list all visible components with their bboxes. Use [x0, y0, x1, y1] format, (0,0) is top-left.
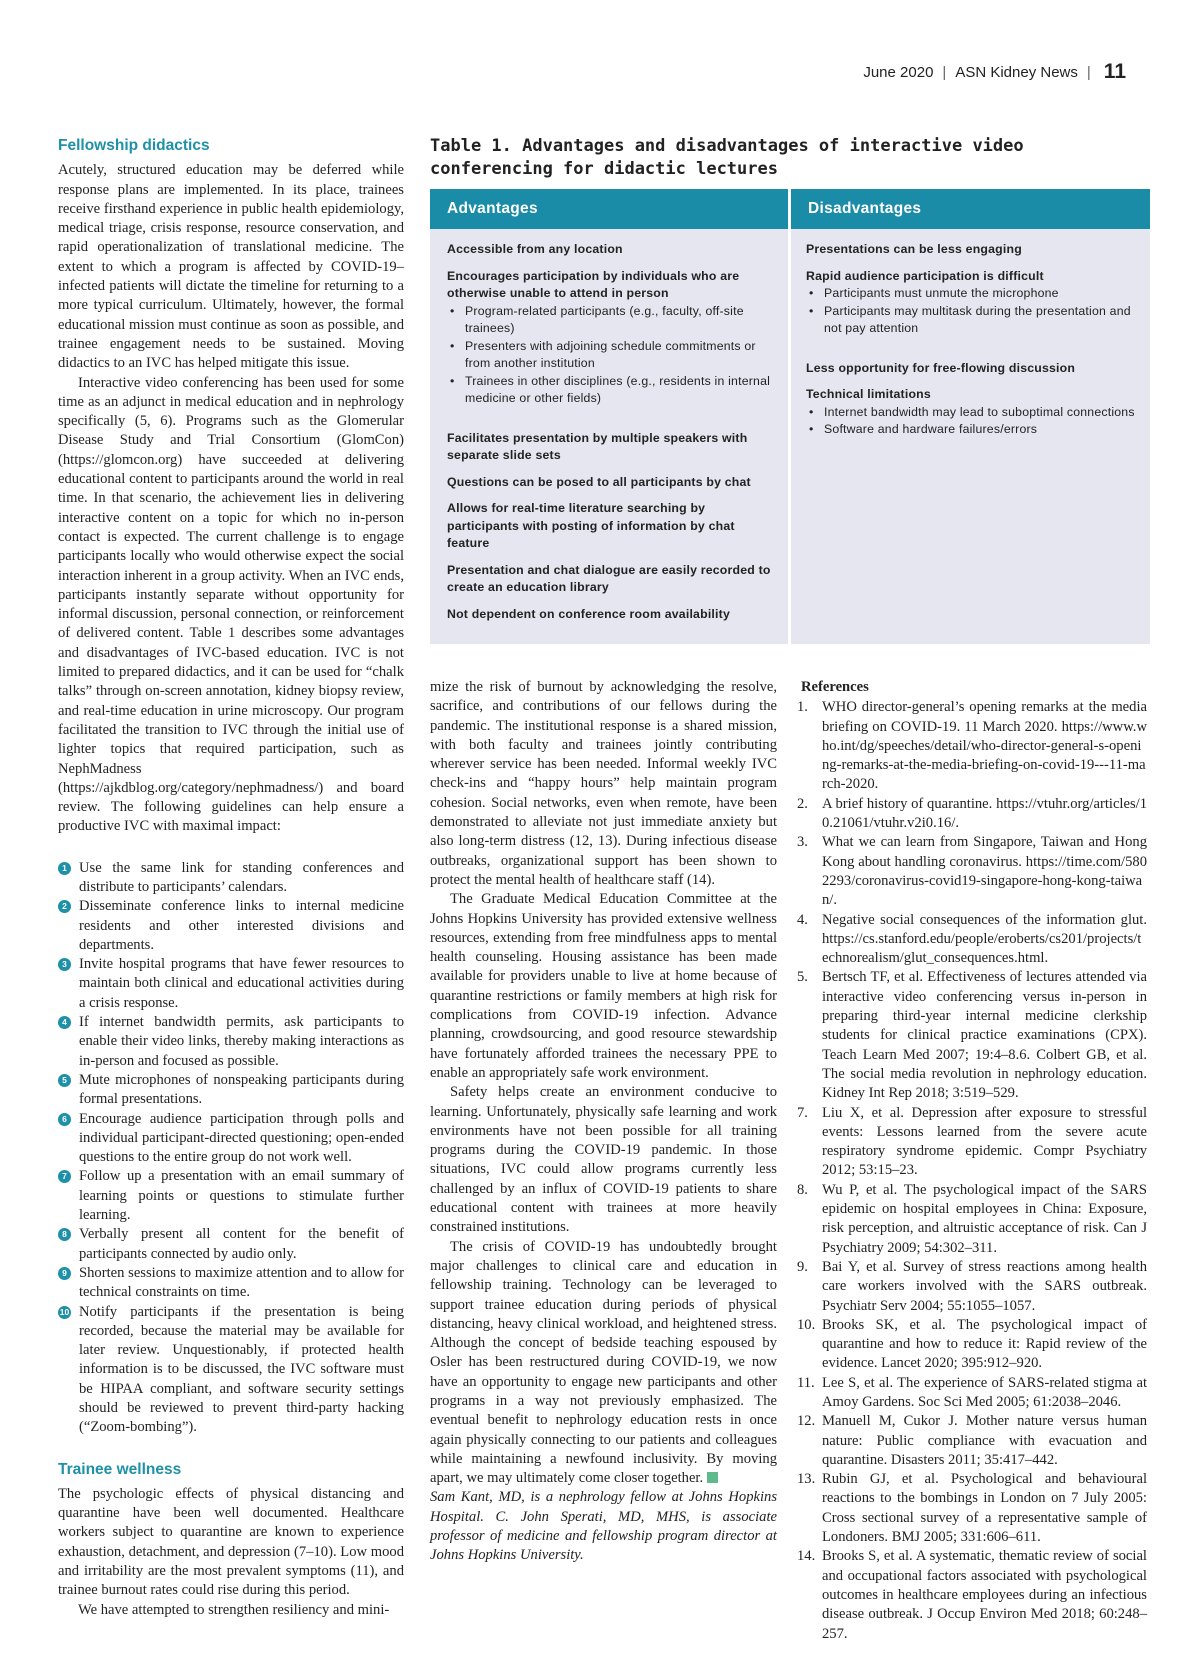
- guideline-number-badge: 10: [59, 1306, 70, 1317]
- table-bullet: • Internet bandwidth may lead to suboptimal connections: [806, 404, 1138, 422]
- reference-item: [797, 1316, 1147, 1374]
- section-heading-trainee-wellness: Trainee wellness: [58, 1460, 182, 1478]
- reference-text: A brief history of quarantine. https://vtuhr.org/articles/10.21061/vtuhr.v2i0.16/.: [822, 795, 1147, 832]
- table-item-bullets: [806, 404, 1138, 439]
- advantages-column: [447, 241, 777, 632]
- reference-number: 5.: [797, 969, 808, 986]
- table-spacer: [447, 417, 777, 430]
- table-bullet: • Trainees in other disciplines (e.g., residents in internal medicine or other fields): [447, 373, 777, 408]
- paragraph: Acutely, structured education may be deferred while response plans are implemented. In its place, trainees receive firsthand experience in public health epidemiology, medical triage, crisis response, resource conservation, and rapid operationalization of translational medicine. The extent to which a program is affected by COVID-19–infected patients will dictate the timeline for returning to a more typical curriculum. Ultimately, however, the formal educational mission must continue as soon as possible, and trainee engagement needs to be sustained. Moving didactics to an IVC has helped mitigate this issue.: [58, 162, 404, 372]
- guideline-number-badge: 2: [58, 900, 71, 913]
- guidelines-list: [58, 859, 404, 1438]
- table-item-label: Encourages participation by individuals who are otherwise unable to attend in person: [447, 268, 740, 300]
- table-item: [806, 268, 1138, 338]
- page-number: 11: [1103, 60, 1126, 83]
- reference-item: [797, 1547, 1147, 1643]
- table-bullet: • Program-related participants (e.g., faculty, off-site trainees): [447, 303, 777, 338]
- guideline-item: [58, 955, 404, 1013]
- table-title: Table 1. Advantages and disadvantages of interactive video conferencing for didactic lectures: [430, 136, 1024, 179]
- reference-text: Brooks SK, et al. The psychological impact of quarantine and how to reduce it: Rapid review of the evidence. Lancet 2020; 395:912–920.: [822, 1316, 1147, 1372]
- table-item: [447, 562, 777, 597]
- reference-number: 12.: [797, 1413, 816, 1430]
- guideline-item: [58, 1071, 404, 1110]
- page-header: [863, 60, 1126, 84]
- header-separator: |: [1086, 63, 1091, 81]
- table-item: [447, 500, 777, 553]
- paragraph: Interactive video conferencing has been used for some time as an adjunct in medical education and in nephrology specifically (5, 6). Programs such as the Glomerular Disease Study and Trial Consortium (GlomCon) (https://glomcon.org) have succeeded at delivering educational content to participants around the world in real time. In that scenario, the achievement lies in delivering interactive content on a topic for which no in-person contact is expected. The current challenge is to engage participants locally who would otherwise expect the social interaction inherent in a group activity. When an IVC ends, participants instantly separate without opportunity for informal discussion, personal connection, or reinforcement of delivered content. Table 1 describes some advantages and disadvantages of IVC-based education. IVC is not limited to prepared didactics, and it can be used for “chalk talks” through on-screen annotation, kidney biopsy review, and real-time education in urine microscopy. Our program facilitated the transition to IVC through the initial use of lighter topics that required participation, such as NephMadness (https://ajkdblog.org/category/nephmadness/) and board review. The following guidelines can help ensure a productive IVC with maximal impact:: [58, 374, 404, 835]
- table-bullet: • Participants may multitask during the presentation and not pay attention: [806, 303, 1138, 338]
- table-spacer: [806, 347, 1138, 360]
- table-item-label: Facilitates presentation by multiple speakers with separate slide sets: [447, 430, 748, 462]
- reference-number: 11.: [797, 1374, 815, 1391]
- end-of-article-mark: [707, 1472, 718, 1483]
- column-left: [58, 136, 404, 1620]
- reference-text: Brooks S, et al. A systematic, thematic review of social and occupational factors associated with psychological outcomes in healthcare employees during an infectious disease outbreak. J Occup Environ Med 2018; 60:248–257.: [822, 1548, 1147, 1642]
- guideline-text: Verbally present all content for the benefit of participants connected by audio only.: [79, 1226, 404, 1262]
- guideline-text: Invite hospital programs that have fewer resources to maintain both clinical and educational activities during a crisis response.: [79, 956, 404, 1011]
- reference-item: [797, 1181, 1147, 1258]
- guideline-text: Notify participants if the presentation is being recorded, because the material may be available for later review. Unquestionably, if protected health information is to be discussed, the IVC software must be HIPAA compliant, and software security settings should be reviewed to prevent third-party hacking (“Zoom-bombing”).: [79, 1303, 404, 1436]
- reference-number: 1.: [797, 699, 808, 716]
- disadvantages-column: [806, 241, 1138, 448]
- guideline-number-badge: 5: [58, 1074, 71, 1087]
- author-bio: Sam Kant, MD, is a nephrology fellow at Johns Hopkins Hospital. C. John Sperati, MD, MHS, is associate professor of medicine and fellowship program director at Johns Hopkins University.: [430, 1489, 777, 1564]
- paragraph: The Graduate Medical Education Committee at the Johns Hopkins University has provided extensive wellness resources, extending from free mindfulness apps to mental health counseling. Housing assistance has been made available for providers unable to live at home because of quarantine restrictions or family members at high risk for complications from COVID-19 infection. Advance planning, crowdsourcing, and good resource stewardship have fortunately afforded trainees the necessary PPE to enable an appropriately safe work environment.: [430, 891, 777, 1081]
- reference-number: 9.: [797, 1258, 808, 1275]
- reference-text: Wu P, et al. The psychological impact of the SARS epidemic on hospital employees in China: Exposure, risk perception, and altruistic acceptance of risk. Can J Psychiatry 2009; 54:302–311.: [822, 1181, 1147, 1256]
- table-item-label: Questions can be posed to all participants by chat: [447, 474, 751, 489]
- guideline-number-badge: 9: [58, 1267, 71, 1280]
- table-bullet: • Software and hardware failures/errors: [806, 421, 1138, 439]
- reference-text: Bai Y, et al. Survey of stress reactions among health care workers involved with the SARS outbreak. Psychiatr Serv 2004; 55:1055–1057.: [822, 1258, 1147, 1314]
- reference-item: [797, 833, 1147, 910]
- paragraph: We have attempted to strengthen resiliency and mini-: [78, 1601, 390, 1618]
- guideline-item: [58, 1110, 404, 1168]
- table-item: [447, 474, 777, 492]
- reference-text: Manuell M, Cukor J. Mother nature versus human nature: Public compliance with evacuation and quarantine. Disasters 2011; 35:417–442.: [822, 1413, 1147, 1468]
- table-item-bullets: [806, 285, 1138, 338]
- issue-date: June 2020: [863, 63, 934, 81]
- guideline-item: [58, 1167, 404, 1225]
- table-item: [447, 241, 777, 259]
- publication-name: ASN Kidney News: [955, 63, 1078, 81]
- paragraph: The psychologic effects of physical distancing and quarantine have been well documented. Healthcare workers subject to quarantine are known to experience exhaustion, detachment, and depression (7–10). Low mood and irritability are the most prevalent symptoms (11), and trainee burnout rates could rise during this period.: [58, 1485, 404, 1599]
- table-item-label: Technical limitations: [806, 387, 931, 401]
- reference-number: 3.: [797, 834, 808, 851]
- table-header-disadvantages: Disadvantages: [791, 189, 1150, 229]
- guideline-number-badge: 3: [58, 958, 71, 971]
- reference-text: Lee S, et al. The experience of SARS-related stigma at Amoy Gardens. Soc Sci Med 2005; 61:2038–2046.: [822, 1374, 1147, 1410]
- column-middle: [430, 678, 777, 1566]
- guideline-number-badge: 1: [58, 862, 71, 875]
- guideline-number-badge: 6: [58, 1113, 71, 1126]
- table-item: [806, 360, 1138, 378]
- guideline-number-badge: 4: [58, 1016, 71, 1029]
- reference-text: Negative social consequences of the information glut. https://cs.stanford.edu/people/eroberts/cs201/projects/technorealism/glut_consequences.html.: [822, 911, 1147, 967]
- guideline-item: [58, 1013, 404, 1071]
- guideline-item: [58, 1264, 404, 1303]
- reference-item: [797, 1470, 1147, 1547]
- guideline-item: [58, 897, 404, 955]
- reference-number: 4.: [797, 911, 808, 928]
- table-item-label: Accessible from any location: [447, 242, 623, 256]
- header-separator: |: [942, 63, 947, 81]
- table-item: [447, 606, 777, 624]
- guideline-number-badge: 7: [58, 1170, 71, 1183]
- reference-number: 13.: [797, 1471, 816, 1488]
- guideline-item: [58, 1225, 404, 1264]
- references-list: [797, 698, 1147, 1644]
- guideline-item: [58, 1303, 404, 1438]
- table-advantages-disadvantages: [430, 189, 1150, 644]
- reference-text: Liu X, et al. Depression after exposure to stressful events: Lessons learned from the severe acute respiratory syndrome epidemic. Compr Psychiatry 2012; 53:15–23.: [822, 1104, 1147, 1179]
- reference-number: 14.: [797, 1548, 816, 1565]
- reference-item: [797, 968, 1147, 1103]
- table-item-bullets: [447, 303, 777, 408]
- table-item: [447, 430, 777, 465]
- column-references: [797, 678, 1147, 1644]
- table-bullet: • Participants must unmute the microphone: [806, 285, 1138, 303]
- table-item: [806, 241, 1138, 259]
- table-item-label: Rapid audience participation is difficult: [806, 268, 1044, 283]
- reference-number: 8.: [797, 1181, 808, 1198]
- section-heading-fellowship-didactics: Fellowship didactics: [58, 137, 210, 154]
- reference-number: 2.: [797, 795, 808, 812]
- guideline-text: If internet bandwidth permits, ask participants to enable their video links, thereby making interactions as in-person and focused as possible.: [79, 1014, 404, 1069]
- paragraph-final: [430, 1238, 777, 1489]
- table-item-label: Less opportunity for free-flowing discussion: [806, 360, 1076, 375]
- paragraph: Safety helps create an environment conducive to learning. Unfortunately, physically safe learning and work environments have not been possible for all training programs during the COVID-19 pandemic. In those situations, IVC could allow programs currently less challenged by an influx of COVID-19 patients to share educational content with trainees at more heavily constrained institutions.: [430, 1084, 777, 1236]
- reference-item: [797, 1104, 1147, 1181]
- reference-text: Rubin GJ, et al. Psychological and behavioural reactions to the bombings in London on 7 July 2005: Cross sectional survey of a representative sample of Londoners. BMJ 2005; 331:606–611.: [822, 1471, 1147, 1546]
- guideline-text: Encourage audience participation through polls and individual participant-directed questioning; open-ended questions to the entire group do not work well.: [79, 1110, 404, 1166]
- reference-item: [797, 1412, 1147, 1470]
- reference-text: Bertsch TF, et al. Effectiveness of lectures attended via interactive video conferencing versus in-person in preparing third-year internal medicine clerkship students for clinical practice examinations (CPX). Teach Learn Med 2007; 19:4–8.6. Colbert GB, et al. The social media revolution in nephrology education. Kidney Int Rep 2018; 3:519–529.: [822, 969, 1147, 1102]
- reference-number: 10.: [797, 1316, 816, 1333]
- paragraph: mize the risk of burnout by acknowledging the resolve, sacrifice, and contributions of our fellows during the pandemic. The institutional response is a shared mission, with both faculty and trainees jointly contributing wherever service has been needed. Informal weekly IVC check-ins and “happy hours” help maintain program cohesion. Social networks, even when remote, have been demonstrated to alleviate not just immediate anxiety but also long-term distress (12, 13). During infectious disease outbreaks, organizational support has been shown to protect the mental health of healthcare staff (14).: [430, 679, 777, 888]
- table-item-label: Allows for real-time literature searching by participants with posting of information by chat feature: [447, 501, 735, 550]
- reference-item: [797, 1258, 1147, 1316]
- table-item-label: Not dependent on conference room availability: [447, 606, 730, 621]
- guideline-text: Shorten sessions to maximize attention and to allow for technical constraints on time.: [79, 1264, 404, 1301]
- reference-item: [797, 698, 1147, 794]
- reference-text: What we can learn from Singapore, Taiwan and Hong Kong about handling coronavirus. https://time.com/5802293/coronavirus-covid19-singapore-hong-kong-taiwan/.: [822, 834, 1147, 909]
- reference-text: WHO director-general’s opening remarks at the media briefing on COVID-19. 11 March 2020. https://www.who.int/dg/speeches/detail/who-director-general-s-opening-remarks-at-the-media-briefing-on-covid-19---11-march-2020.: [822, 699, 1147, 793]
- reference-item: [797, 795, 1147, 834]
- reference-number: 7.: [797, 1104, 808, 1121]
- table-bullet: • Presenters with adjoining schedule commitments or from another institution: [447, 338, 777, 373]
- paragraph-text: The crisis of COVID-19 has undoubtedly brought major challenges to clinical care and education in fellowship training. Technology can be leveraged to support trainee education during periods of physical distancing, heavy clinical workload, and heightened stress. Although the concept of bedside teaching espoused by Osler has been restructured during COVID-19, we now have an opportunity to engage new participants and other programs in a way not previously emphasized. The eventual benefit to nephrology education rests in once again physically connecting to our patients and colleagues while maintaining a newfound inclusivity. By moving apart, we may ultimately come closer together.: [430, 1238, 777, 1487]
- guideline-number-badge: 8: [58, 1228, 71, 1241]
- table-item-label: Presentation and chat dialogue are easily recorded to create an education library: [447, 562, 771, 594]
- table-item: [447, 268, 777, 408]
- table-column-divider: [788, 189, 791, 644]
- reference-item: [797, 911, 1147, 969]
- guideline-item: [58, 859, 404, 898]
- table-item: [806, 386, 1138, 439]
- references-heading: References: [801, 679, 869, 695]
- guideline-text: Disseminate conference links to internal medicine residents and other interested divisions and departments.: [79, 898, 404, 953]
- guideline-text: Follow up a presentation with an email summary of learning points or questions to stimulate further learning.: [79, 1168, 404, 1224]
- guideline-text: Use the same link for standing conferences and distribute to participants’ calendars.: [79, 859, 404, 895]
- guideline-text: Mute microphones of nonspeaking participants during formal presentations.: [79, 1071, 404, 1108]
- reference-item: [797, 1374, 1147, 1413]
- table-item-label: Presentations can be less engaging: [806, 242, 1022, 256]
- table-header-advantages: Advantages: [430, 189, 788, 229]
